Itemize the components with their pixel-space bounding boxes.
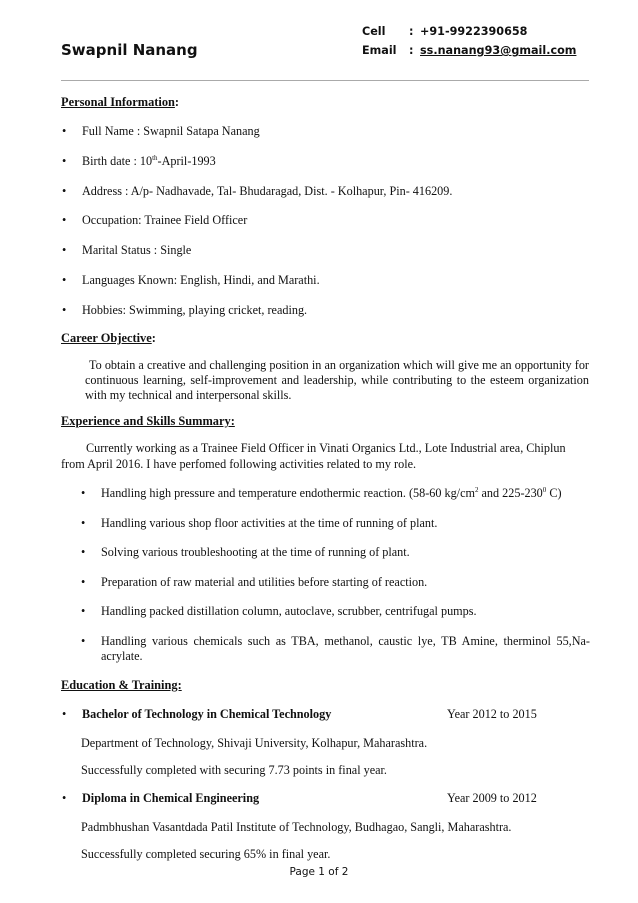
experience-item-6: Handling various chemicals such as TBA, methanol, caustic lye, TB Amine, therminol 55,Na-acrylate. [101,634,590,663]
candidate-name: Swapnil Nanang [61,41,198,59]
birth-date-day: Birth date : 10 [82,154,153,168]
item1-text: Handling high pressure and temperature endothermic reaction. (58-60 kg/cm [101,486,475,500]
list-item [62,184,452,199]
list-item [81,634,590,664]
bullet-icon: • [62,791,67,805]
bullet-icon: • [62,273,67,287]
personal-heading [61,95,179,110]
header-divider [61,80,589,81]
experience-item-4: Preparation of raw material and utilities before starting of reaction. [101,575,428,589]
list-item [81,486,562,501]
bullet-icon: • [62,184,67,198]
bullet-icon: • [81,634,86,648]
bullet-icon: • [81,516,86,530]
experience-item-5: Handling packed distillation column, autoclave, scrubber, centrifugal pumps. [101,604,477,618]
bullet-icon: • [81,604,86,618]
list-item [62,791,259,806]
address: Address : A/p- Nadhavade, Tal- Bhudaragad, Dist. - Kolhapur, Pin- 416209. [82,184,453,198]
degree-1-institution: Department of Technology, Shivaji University, Kolhapur, Maharashtra. [81,736,428,750]
item1-suffix: C) [546,486,562,500]
personal-heading-text: Personal Information [61,95,175,109]
experience-intro-line1: Currently working as a Trainee Field Officer in Vinati Organics Ltd., Lote Industrial area, Chiplun [86,441,566,455]
personal-heading-colon: : [174,95,180,109]
career-heading-text: Career Objective [61,331,152,345]
languages: Languages Known: English, Hindi, and Marathi. [82,273,320,287]
birth-date [82,154,216,169]
birth-date-rest: -April-1993 [157,154,216,168]
list-item [62,154,216,169]
email-link[interactable]: ss.nanang93@gmail.com [420,44,577,57]
experience-item-1 [101,486,562,501]
email-colon: : [409,44,414,57]
item1-mid: and 225-230 [478,486,543,500]
page-number: Page 1 of 2 [289,866,349,878]
list-item [81,575,427,590]
list-item [62,243,191,258]
bullet-icon: • [81,575,86,589]
list-item [81,604,477,619]
item1-sup1: 2 [474,485,479,494]
list-item [62,273,320,288]
marital-status: Marital Status : Single [82,243,192,257]
hobbies: Hobbies: Swimming, playing cricket, reading. [82,303,308,317]
list-item [81,545,410,560]
cell-value: +91-9922390658 [420,25,528,38]
experience-intro-line2: from April 2016. I have perfomed following activities related to my role. [61,457,417,471]
bullet-icon: • [81,486,86,500]
degree-2-result: Successfully completed securing 65% in final year. [81,847,331,861]
cell-colon: : [409,25,414,38]
experience-item-3: Solving various troubleshooting at the time of running of plant. [101,545,410,559]
degree-2-title: Diploma in Chemical Engineering [82,791,260,805]
bullet-icon: • [62,303,67,317]
email-label: Email [362,44,397,57]
bullet-icon: • [62,707,67,721]
experience-heading: Experience and Skills Summary: [61,414,235,428]
education-heading: Education & Training: [61,678,182,692]
item1-sup2: 0 [542,485,547,494]
full-name: Full Name : Swapnil Satapa Nanang [82,124,260,138]
occupation: Occupation: Trainee Field Officer [82,213,248,227]
bullet-icon: • [81,545,86,559]
career-text: To obtain a creative and challenging position in an organization which will give me an opportunity for continuous learning, self-improvement and leadership, while contributing to the esteem organization with my technical and interpersonal skills. [85,358,589,402]
list-item [62,213,247,228]
degree-1-title: Bachelor of Technology in Chemical Technology [82,707,332,721]
career-heading-colon: : [151,331,156,345]
bullet-icon: • [62,213,67,227]
birth-date-sup: th [152,153,158,162]
degree-1-result: Successfully completed with securing 7.73 points in final year. [81,763,387,777]
experience-item-2: Handling various shop floor activities at the time of running of plant. [101,516,438,530]
list-item [81,516,437,531]
bullet-icon: • [62,124,67,138]
career-heading [61,331,156,346]
list-item [62,124,260,139]
cell-label: Cell [362,25,386,38]
degree-2-year: Year 2009 to 2012 [447,791,537,805]
list-item [62,303,307,318]
bullet-icon: • [62,154,67,168]
bullet-icon: • [62,243,67,257]
degree-1-year: Year 2012 to 2015 [447,707,537,721]
degree-2-institution: Padmbhushan Vasantdada Patil Institute of Technology, Budhagao, Sangli, Maharashtra. [81,820,512,834]
